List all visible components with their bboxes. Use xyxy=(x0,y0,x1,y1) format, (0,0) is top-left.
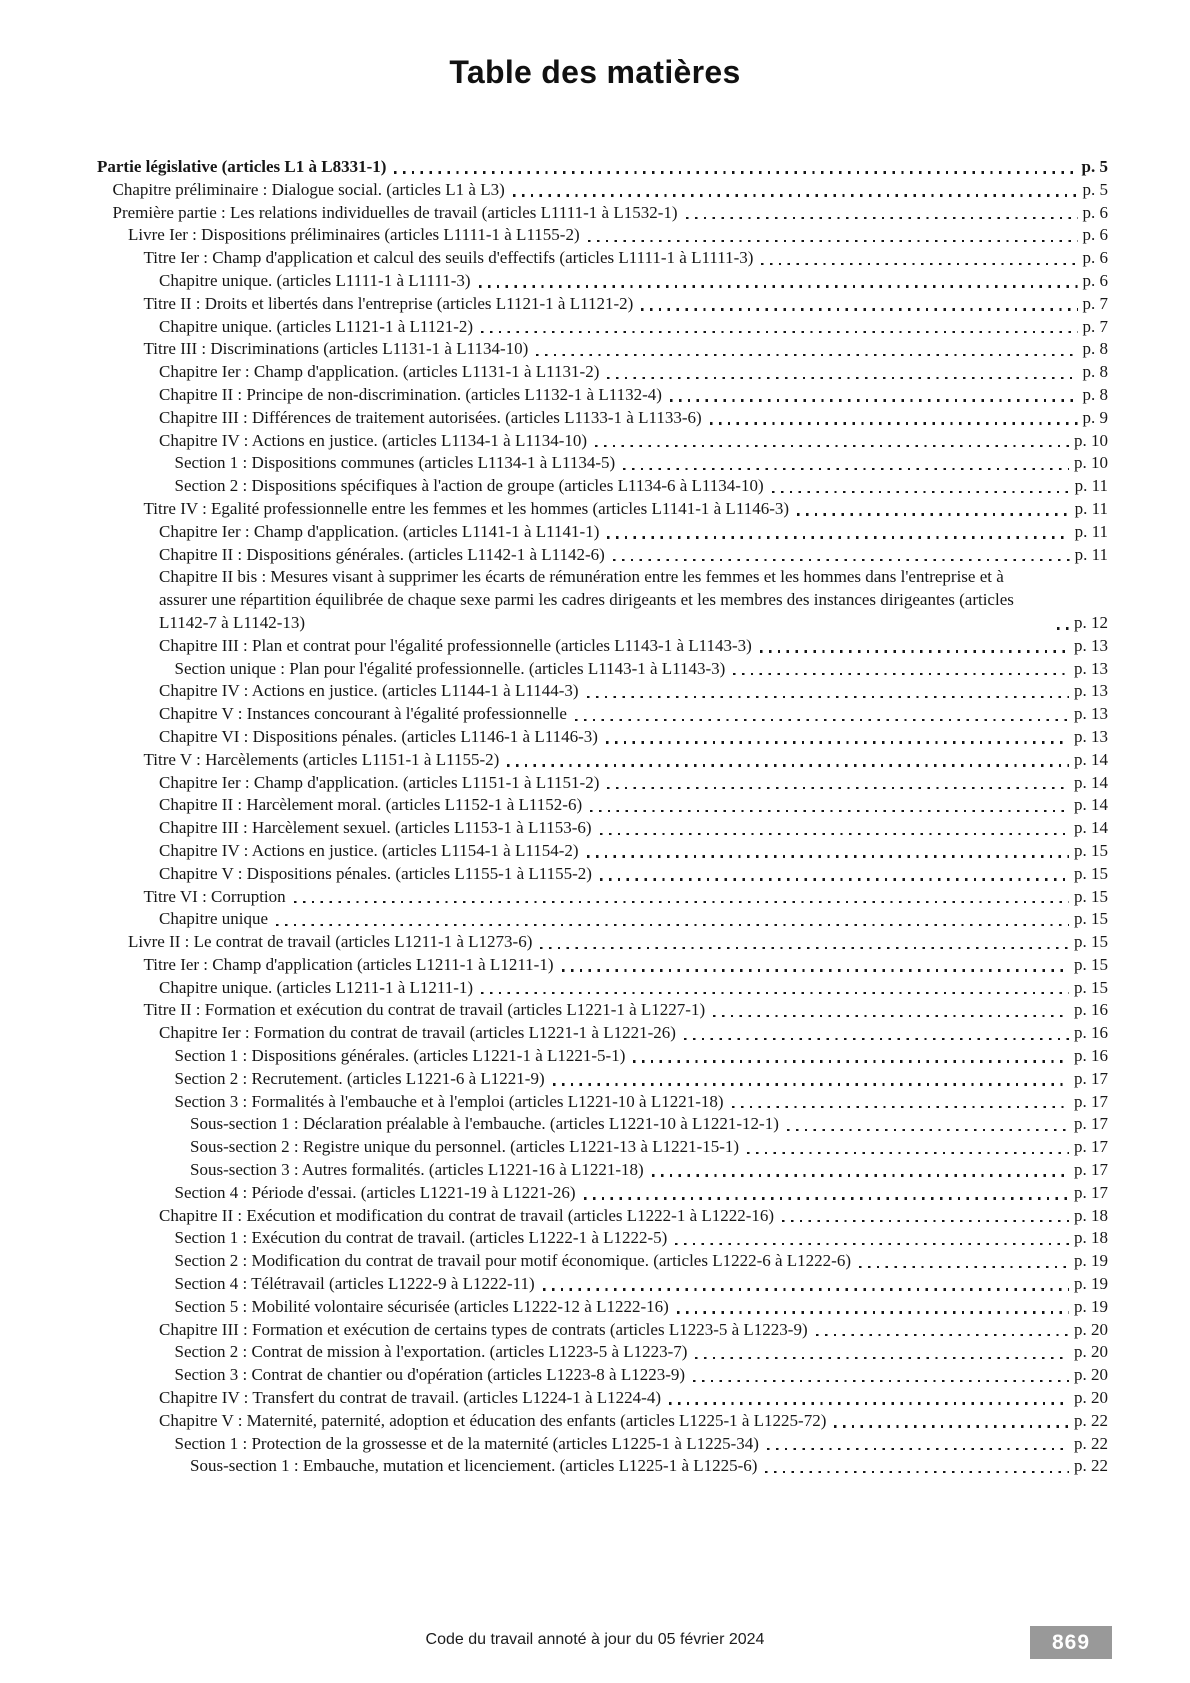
toc-entry xyxy=(97,749,1108,772)
toc-entry xyxy=(97,772,1108,795)
toc-entry-label: Sous-section 1 : Déclaration préalable à l'embauche. (articles L1221-10 à L1221-12-1) xyxy=(190,1114,779,1134)
page-footer xyxy=(0,1620,1190,1662)
toc-entry-page: p. 10 xyxy=(1074,453,1108,473)
toc-entry-label: Titre IV : Egalité professionnelle entre les femmes et les hommes (articles L1141-1 à L1146-3) xyxy=(143,498,790,518)
toc-dot-leader xyxy=(513,194,1078,196)
toc-entry-label: Section 2 : Dispositions spécifiques à l'action de groupe (articles L1134-6 à L1134-10) xyxy=(174,476,764,496)
toc-entry xyxy=(97,863,1108,886)
toc-entry xyxy=(97,1045,1108,1068)
toc-entry-page: p. 14 xyxy=(1074,818,1108,838)
toc-entry-page: p. 11 xyxy=(1074,498,1108,518)
toc-entry-label: Chapitre II : Dispositions générales. (articles L1142-1 à L1142-6) xyxy=(159,544,605,564)
toc-entry xyxy=(97,156,1108,179)
toc-entry-page: p. 17 xyxy=(1074,1114,1108,1134)
toc-entry-label: Titre Ier : Champ d'application et calcul des seuils d'effectifs (articles L1111-1 à L1111-3) xyxy=(143,248,754,268)
toc-dot-leader xyxy=(684,1038,1069,1040)
toc-entry xyxy=(97,247,1108,270)
toc-entry xyxy=(97,1205,1108,1228)
toc-entry-page: p. 6 xyxy=(1082,248,1108,268)
toc-entry-page: p. 13 xyxy=(1074,704,1108,724)
toc-entry-page: p. 6 xyxy=(1082,270,1108,290)
toc-dot-leader xyxy=(669,1402,1069,1404)
toc-dot-leader xyxy=(394,171,1076,173)
toc-dot-leader xyxy=(588,240,1078,242)
toc-entry-label: Section 2 : Recrutement. (articles L1221-6 à L1221-9) xyxy=(174,1068,545,1088)
toc-entry-label: Chapitre Ier : Champ d'application. (articles L1141-1 à L1141-1) xyxy=(159,521,600,541)
toc-entry-page: p. 13 xyxy=(1074,681,1108,701)
toc-entry xyxy=(97,1182,1108,1205)
toc-dot-leader xyxy=(686,217,1078,219)
toc-entry xyxy=(97,840,1108,863)
toc-entry-page: p. 13 xyxy=(1074,658,1108,678)
toc-entry-label: Titre VI : Corruption xyxy=(143,886,286,906)
toc-entry-page: p. 13 xyxy=(1074,726,1108,746)
toc-entry-page: p. 15 xyxy=(1074,840,1108,860)
toc-entry-page: p. 11 xyxy=(1074,521,1108,541)
toc-dot-leader xyxy=(540,947,1069,949)
toc-entry-label: Section 2 : Modification du contrat de travail pour motif économique. (articles L1222-6 à L1222-6) xyxy=(174,1251,852,1271)
toc-entry-page: p. 16 xyxy=(1074,1023,1108,1043)
toc-entry-page: p. 22 xyxy=(1074,1456,1108,1476)
toc-entry xyxy=(97,1091,1108,1114)
toc-entry-label: Chapitre IV : Transfert du contrat de travail. (articles L1224-1 à L1224-4) xyxy=(159,1388,661,1408)
toc-entry xyxy=(97,1068,1108,1091)
toc-entry-page: p. 15 xyxy=(1074,932,1108,952)
toc-entry-page: p. 15 xyxy=(1074,977,1108,997)
toc-dot-leader xyxy=(562,969,1069,971)
toc-entry-label: Chapitre préliminaire : Dialogue social. (articles L1 à L3) xyxy=(112,179,505,199)
toc-entry-page: p. 14 xyxy=(1074,795,1108,815)
toc-entry xyxy=(97,1273,1108,1296)
toc-dot-leader xyxy=(760,650,1069,652)
toc-entry-page: p. 7 xyxy=(1082,293,1108,313)
toc-entry-page: p. 6 xyxy=(1082,225,1108,245)
toc-entry xyxy=(97,977,1108,1000)
toc-entry xyxy=(97,452,1108,475)
toc-entry-label: Livre II : Le contrat de travail (articles L1211-1 à L1273-6) xyxy=(128,932,533,952)
toc-entry xyxy=(97,1136,1108,1159)
toc-entry-page: p. 17 xyxy=(1074,1068,1108,1088)
toc-entry xyxy=(97,658,1108,681)
toc-entry xyxy=(97,1433,1108,1456)
toc-entry xyxy=(97,1319,1108,1342)
toc-entry xyxy=(97,635,1108,658)
toc-entry-page: p. 15 xyxy=(1074,954,1108,974)
toc-entry-page: p. 8 xyxy=(1082,339,1108,359)
toc-entry-label: Chapitre II : Harcèlement moral. (articles L1152-1 à L1152-6) xyxy=(159,795,583,815)
toc-entry-label: Chapitre III : Harcèlement sexuel. (articles L1153-1 à L1153-6) xyxy=(159,818,592,838)
toc-entry-page: p. 17 xyxy=(1074,1182,1108,1202)
toc-entry-label: Titre III : Discriminations (articles L1131-1 à L1134-10) xyxy=(143,339,529,359)
toc-dot-leader xyxy=(600,833,1069,835)
toc-entry-label: Chapitre V : Instances concourant à l'égalité professionnelle xyxy=(159,704,567,724)
toc-entry-page: p. 15 xyxy=(1074,886,1108,906)
toc-entry xyxy=(97,544,1108,567)
toc-entry-label: Section 4 : Télétravail (articles L1222-9 à L1222-11) xyxy=(174,1274,535,1294)
toc-entry-label: Chapitre IV : Actions en justice. (articles L1134-1 à L1134-10) xyxy=(159,430,588,450)
toc-dot-leader xyxy=(633,1060,1069,1062)
toc-dot-leader xyxy=(761,263,1077,265)
toc-dot-leader xyxy=(575,719,1069,721)
toc-dot-leader xyxy=(613,559,1070,561)
toc-entry-page: p. 20 xyxy=(1074,1388,1108,1408)
toc-entry-page: p. 11 xyxy=(1074,476,1108,496)
toc-entry xyxy=(97,521,1108,544)
toc-entry-label: Chapitre Ier : Champ d'application. (articles L1131-1 à L1131-2) xyxy=(159,362,600,382)
toc-dot-leader xyxy=(733,673,1069,675)
toc-entry-page: p. 17 xyxy=(1074,1091,1108,1111)
toc-dot-leader xyxy=(481,331,1077,333)
toc-dot-leader xyxy=(859,1266,1069,1268)
toc-entry-page: p. 19 xyxy=(1074,1296,1108,1316)
toc-dot-leader xyxy=(787,1129,1069,1131)
toc-entry xyxy=(97,886,1108,909)
toc-entry-label: Section 3 : Formalités à l'embauche et à l'emploi (articles L1221-10 à L1221-18) xyxy=(174,1091,724,1111)
toc-entry xyxy=(97,179,1108,202)
toc-dot-leader xyxy=(675,1243,1069,1245)
toc-entry xyxy=(97,1159,1108,1182)
toc-dot-leader xyxy=(710,422,1078,424)
toc-dot-leader xyxy=(481,992,1069,994)
toc-entry xyxy=(97,384,1108,407)
toc-dot-leader xyxy=(587,855,1069,857)
toc-entry-page: p. 17 xyxy=(1074,1160,1108,1180)
toc-entry-label: Chapitre III : Différences de traitement autorisées. (articles L1133-1 à L1133-6) xyxy=(159,407,702,427)
toc-entry-label: Titre II : Droits et libertés dans l'entreprise (articles L1121-1 à L1121-2) xyxy=(143,293,634,313)
toc-entry-page: p. 13 xyxy=(1074,635,1108,655)
table-of-contents xyxy=(97,156,1108,1478)
footer-text: Code du travail annoté à jour du 05 février 2024 xyxy=(425,1631,765,1648)
toc-entry xyxy=(97,361,1108,384)
toc-entry xyxy=(97,270,1108,293)
toc-entry xyxy=(97,430,1108,453)
toc-entry-label: Section 1 : Dispositions générales. (articles L1221-1 à L1221-5-1) xyxy=(174,1046,626,1066)
toc-entry-page: p. 6 xyxy=(1082,202,1108,222)
toc-dot-leader xyxy=(595,445,1069,447)
toc-dot-leader xyxy=(713,1015,1069,1017)
toc-entry-page: p. 15 xyxy=(1074,909,1108,929)
toc-dot-leader xyxy=(834,1425,1069,1427)
toc-entry-label: Chapitre V : Dispositions pénales. (articles L1155-1 à L1155-2) xyxy=(159,863,592,883)
toc-dot-leader xyxy=(590,810,1069,812)
toc-dot-leader xyxy=(652,1174,1069,1176)
toc-entry-label: Section 3 : Contrat de chantier ou d'opération (articles L1223-8 à L1223-9) xyxy=(174,1365,686,1385)
toc-dot-leader xyxy=(732,1106,1069,1108)
toc-dot-leader xyxy=(584,1197,1069,1199)
toc-dot-leader xyxy=(641,308,1077,310)
toc-entry-page: p. 16 xyxy=(1074,1046,1108,1066)
toc-entry-label: Chapitre VI : Dispositions pénales. (articles L1146-1 à L1146-3) xyxy=(159,726,598,746)
toc-dot-leader xyxy=(606,741,1069,743)
toc-entry xyxy=(97,999,1108,1022)
toc-entry xyxy=(97,566,1108,634)
toc-dot-leader xyxy=(543,1288,1069,1290)
toc-entry xyxy=(97,316,1108,339)
toc-dot-leader xyxy=(767,1448,1069,1450)
toc-entry-label: Chapitre II : Principe de non-discrimination. (articles L1132-1 à L1132-4) xyxy=(159,384,662,404)
toc-dot-leader xyxy=(747,1152,1069,1154)
toc-entry-label: Livre Ier : Dispositions préliminaires (articles L1111-1 à L1155-2) xyxy=(128,225,580,245)
toc-entry xyxy=(97,1455,1108,1478)
toc-dot-leader xyxy=(507,764,1069,766)
toc-entry xyxy=(97,931,1108,954)
toc-entry-page: p. 7 xyxy=(1082,316,1108,336)
toc-entry-page: p. 10 xyxy=(1074,430,1108,450)
toc-entry-label: Section unique : Plan pour l'égalité professionnelle. (articles L1143-1 à L1143-3) xyxy=(174,658,726,678)
toc-entry-label: Section 1 : Protection de la grossesse et de la maternité (articles L1225-1 à L1225-34) xyxy=(174,1433,759,1453)
toc-entry xyxy=(97,680,1108,703)
toc-entry-page: p. 5 xyxy=(1081,157,1108,176)
toc-dot-leader xyxy=(479,285,1078,287)
toc-dot-leader xyxy=(670,399,1078,401)
toc-entry xyxy=(97,475,1108,498)
toc-dot-leader xyxy=(695,1357,1069,1359)
toc-entry xyxy=(97,726,1108,749)
toc-dot-leader xyxy=(587,696,1069,698)
toc-dot-leader xyxy=(677,1311,1069,1313)
toc-entry-page: p. 19 xyxy=(1074,1251,1108,1271)
toc-entry xyxy=(97,954,1108,977)
toc-entry-label: Titre V : Harcèlements (articles L1151-1 à L1155-2) xyxy=(143,749,500,769)
toc-entry xyxy=(97,817,1108,840)
toc-entry-page: p. 9 xyxy=(1082,407,1108,427)
toc-entry-page: p. 20 xyxy=(1074,1342,1108,1362)
toc-entry-label: Sous-section 1 : Embauche, mutation et licenciement. (articles L1225-1 à L1225-6) xyxy=(190,1456,758,1476)
toc-dot-leader xyxy=(536,354,1077,356)
toc-entry-label: Partie législative (articles L1 à L8331-1) xyxy=(97,157,387,176)
toc-entry-label: Chapitre II bis : Mesures visant à supprimer les écarts de rémunération entre les femmes et les hommes dans l'entreprise et à assurer une répartition équilibrée de chaque sexe parmi les cadres dirigeants et les membres des instances dirigeantes (articles L1142-7 à L1142-13) xyxy=(159,567,1014,632)
toc-dot-leader xyxy=(607,536,1069,538)
toc-entry-label: Chapitre unique. (articles L1111-1 à L1111-3) xyxy=(159,270,471,290)
toc-entry-label: Section 4 : Période d'essai. (articles L1221-19 à L1221-26) xyxy=(174,1182,576,1202)
toc-entry-label: Chapitre IV : Actions en justice. (articles L1144-1 à L1144-3) xyxy=(159,681,579,701)
toc-entry-page: p. 8 xyxy=(1082,362,1108,382)
toc-entry xyxy=(97,1250,1108,1273)
toc-entry xyxy=(97,1113,1108,1136)
toc-dot-leader xyxy=(1057,627,1069,629)
toc-entry xyxy=(97,202,1108,225)
toc-entry-label: Section 5 : Mobilité volontaire sécurisée (articles L1222-12 à L1222-16) xyxy=(174,1296,669,1316)
toc-dot-leader xyxy=(600,878,1069,880)
toc-entry xyxy=(97,293,1108,316)
toc-entry-label: Chapitre II : Exécution et modification du contrat de travail (articles L1222-1 à L1222-16) xyxy=(159,1205,775,1225)
toc-entry-page: p. 5 xyxy=(1082,179,1108,199)
toc-entry-label: Section 1 : Exécution du contrat de travail. (articles L1222-1 à L1222-5) xyxy=(174,1228,668,1248)
toc-dot-leader xyxy=(816,1334,1069,1336)
toc-entry-label: Chapitre Ier : Formation du contrat de travail (articles L1221-1 à L1221-26) xyxy=(159,1023,676,1043)
toc-entry xyxy=(97,1364,1108,1387)
toc-entry-label: Première partie : Les relations individuelles de travail (articles L1111-1 à L1532-1) xyxy=(112,202,678,222)
toc-entry-page: p. 22 xyxy=(1074,1433,1108,1453)
toc-entry xyxy=(97,1341,1108,1364)
toc-entry-label: Sous-section 2 : Registre unique du personnel. (articles L1221-13 à L1221-15-1) xyxy=(190,1137,740,1157)
toc-entry-page: p. 14 xyxy=(1074,772,1108,792)
toc-entry-label: Chapitre IV : Actions en justice. (articles L1154-1 à L1154-2) xyxy=(159,840,579,860)
toc-entry xyxy=(97,1410,1108,1433)
toc-entry-page: p. 17 xyxy=(1074,1137,1108,1157)
toc-entry-label: Titre Ier : Champ d'application (articles L1211-1 à L1211-1) xyxy=(143,954,554,974)
toc-dot-leader xyxy=(607,377,1077,379)
toc-entry-label: Chapitre III : Plan et contrat pour l'égalité professionnelle (articles L1143-1 à L1143-3) xyxy=(159,635,752,655)
toc-entry xyxy=(97,338,1108,361)
toc-entry-page: p. 20 xyxy=(1074,1319,1108,1339)
toc-entry xyxy=(97,703,1108,726)
page-title: Table des matières xyxy=(449,54,741,90)
toc-entry xyxy=(97,224,1108,247)
toc-entry-label: Chapitre unique. (articles L1121-1 à L1121-2) xyxy=(159,316,474,336)
toc-dot-leader xyxy=(782,1220,1069,1222)
toc-entry-label: Section 1 : Dispositions communes (articles L1134-1 à L1134-5) xyxy=(174,453,616,473)
toc-entry-page: p. 22 xyxy=(1074,1410,1108,1430)
toc-entry-page: p. 8 xyxy=(1082,384,1108,404)
toc-entry-label: Chapitre V : Maternité, paternité, adoption et éducation des enfants (articles L1225-1 à L1225-72) xyxy=(159,1410,827,1430)
toc-entry xyxy=(97,794,1108,817)
toc-entry xyxy=(97,1022,1108,1045)
toc-entry-page: p. 15 xyxy=(1074,863,1108,883)
toc-dot-leader xyxy=(693,1380,1069,1382)
toc-entry xyxy=(97,407,1108,430)
toc-entry-label: Chapitre unique. (articles L1211-1 à L1211-1) xyxy=(159,977,474,997)
toc-dot-leader xyxy=(765,1471,1069,1473)
toc-entry xyxy=(97,1387,1108,1410)
toc-entry xyxy=(97,1227,1108,1250)
toc-entry-label: Titre II : Formation et exécution du contrat de travail (articles L1221-1 à L1227-1) xyxy=(143,1000,706,1020)
toc-dot-leader xyxy=(294,901,1069,903)
toc-entry-label: Chapitre III : Formation et exécution de certains types de contrats (articles L1223-5 à L1223-9) xyxy=(159,1319,808,1339)
toc-entry-label: Chapitre Ier : Champ d'application. (articles L1151-1 à L1151-2) xyxy=(159,772,600,792)
toc-entry-page: p. 16 xyxy=(1074,1000,1108,1020)
toc-entry-page: p. 19 xyxy=(1074,1274,1108,1294)
toc-dot-leader xyxy=(797,513,1070,515)
toc-entry xyxy=(97,498,1108,521)
toc-entry-page: p. 12 xyxy=(1074,612,1108,632)
toc-entry-page: p. 18 xyxy=(1074,1205,1108,1225)
toc-dot-leader xyxy=(607,787,1069,789)
toc-dot-leader xyxy=(276,924,1069,926)
toc-dot-leader xyxy=(553,1083,1069,1085)
toc-entry xyxy=(97,908,1108,931)
page-number-badge: 869 xyxy=(1030,1626,1112,1659)
toc-entry-page: p. 14 xyxy=(1074,749,1108,769)
toc-entry-page: p. 11 xyxy=(1074,544,1108,564)
toc-entry-label: Chapitre unique xyxy=(159,909,269,929)
toc-entry-label: Sous-section 3 : Autres formalités. (articles L1221-16 à L1221-18) xyxy=(190,1160,644,1180)
toc-dot-leader xyxy=(772,491,1070,493)
toc-entry-page: p. 20 xyxy=(1074,1365,1108,1385)
toc-entry xyxy=(97,1296,1108,1319)
toc-entry-page: p. 18 xyxy=(1074,1228,1108,1248)
toc-dot-leader xyxy=(623,468,1069,470)
toc-entry-label: Section 2 : Contrat de mission à l'exportation. (articles L1223-5 à L1223-7) xyxy=(174,1342,688,1362)
